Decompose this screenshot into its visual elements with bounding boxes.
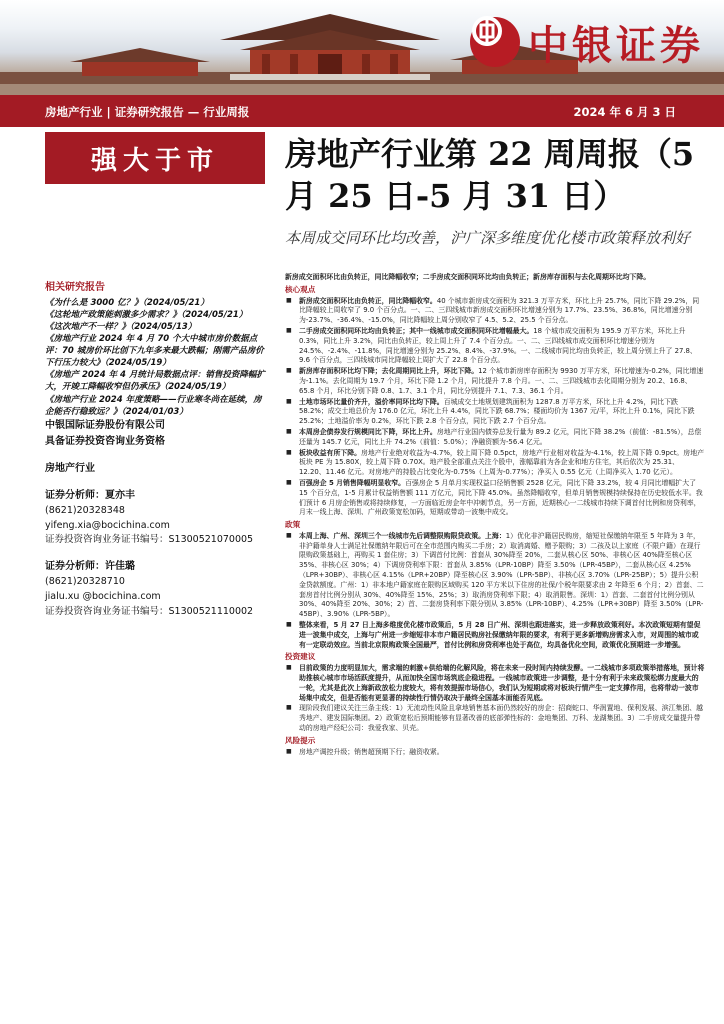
company-logo xyxy=(470,14,720,70)
bullet-item xyxy=(285,367,705,396)
bullet-item xyxy=(285,428,705,448)
header-banner xyxy=(0,0,724,95)
related-report[interactable]: 《这轮地产政策能刺激多少需求？》（2024/05/21） xyxy=(45,310,248,321)
bullet-item xyxy=(285,327,705,366)
bullet-item xyxy=(285,748,705,758)
logo-text: 中银证券 xyxy=(528,21,704,69)
report-subtitle: 本周成交同环比均改善，沪广深多维度优化楼市政策释放利好 xyxy=(285,229,691,247)
section-heading-core: 核心观点 xyxy=(285,284,316,294)
related-report[interactable]: 《房地产行业 2024 年 4 月 70 个大中城市房价数据点评：70 城房价环比创下九年多来最大跌幅；刚需产品房价下行压力较大》（2024/05/19） xyxy=(45,334,264,369)
section-heading-policy: 政策 xyxy=(285,520,301,530)
bullet-lead: 百强房企 5 月销售降幅明显收窄。 xyxy=(299,478,406,487)
analyst-email[interactable]: yifeng.xia@bocichina.com xyxy=(45,519,170,531)
related-report[interactable]: 《这次地产不一样？》（2024/05/13） xyxy=(45,322,197,333)
related-report[interactable]: 《房地产 2024 年 4 月统计局数据点评：销售投资降幅扩大，开竣工降幅收窄但仍承压》（2024/05/19） xyxy=(45,370,265,393)
bullet-lead: 新房成交面积环比由负转正，同比降幅收窄。 xyxy=(299,296,437,305)
bullet-text: 百城成交土地规划建筑面积为 1287.8 万平方米，环比上升 4.2%，同比下跌 58.2%；成交土地总价为 176.0 亿元，环比上升 4.4%，同比下跌 68.7%；楼面均价为 1367 元/平，环比上升 0.1%，同比下跌 25.2%；土地溢价率为 0.2%，环比下跌 2.8 个百分点，同比下跌 2.7 个百分点。 xyxy=(299,397,695,426)
policy-list xyxy=(285,532,705,651)
bullet-lead: 二手房成交面积同环比均由负转正；其中一线城市成交面积同环比增幅最大。 xyxy=(299,326,534,335)
core-points-list xyxy=(285,297,705,519)
invest-list xyxy=(285,664,705,734)
bullet-item xyxy=(285,532,705,620)
analyst-cert: 证券投资咨询业务证书编号：S1300521070005 xyxy=(45,534,254,546)
boc-logo-icon xyxy=(470,17,520,67)
bullet-text: 现阶段我们建议关注三条主线：1）无流动性风险且拿地销售基本面仍然较好的房企：招商蛇口、华润置地、保利发展、滨江集团、越秀地产、建发国际集团。2）政策宽松后预期能够有显著改善的底部弹性标的：金地集团、万科、龙湖集团。3）二手房成交量提升带动的房地产经纪公司：我爱我家、贝壳。 xyxy=(299,704,704,733)
analyst-block xyxy=(45,488,273,548)
bullet-text: 18 个城市成交面积为 195.9 万平方米，环比上升 0.3%，同比上升 3.2%，同比由负转正，较上周上升了 7.4 个百分点。一、二、三四线城市成交面积环比增速分别为 24.5%、-2.4%、-11.8%，同比增速分别为 25.2%、8.4%、-37.9%。一、二线城市同比均由负转正，较上周分别上升了 27.8、9.6 个百分点，三四线城市同比降幅较上周扩大了 22.8 个百分点。 xyxy=(299,326,697,365)
summary-intro: 新房成交面积环比由负转正，同比降幅收窄；二手房成交面积同环比均由负转正；新房库存面积与去化周期环比均下降。 xyxy=(285,273,651,281)
bullet-lead: 土地市场环比量价齐升，溢价率同环比均下降。 xyxy=(299,397,444,406)
bullet-text: 房地产调控升级；销售超预期下行；融资收紧。 xyxy=(299,747,444,756)
analyst-phone: (8621)20328710 xyxy=(45,576,125,588)
section-heading-risk: 风险提示 xyxy=(285,735,316,745)
header-bar xyxy=(0,95,724,127)
bullet-lead: 目前政策的力度明显加大，需求端的刺激+供给端的化解风险，将在未来一段时间内持续发酵。一二线城市多项政策举措落地，预计将助推核心城市市场活跃度提升，从而加快全国市场筑底企稳进程。一线城市政策进一步调整，是十分有利于未来政策松绑力度最大的一轮，尤其是此次上海新政放松力度较大，将有效提振市场信心，我们认为短期或将对板块行情产生一定支撑作用，也将带动一波市场集中成交，但是否能有更显著的持续性行情仍取决于最终全国基本面能否见底。 xyxy=(299,664,705,702)
bullet-text: 40 个城市新房成交面积为 321.3 万平方米，环比上升 25.7%，同比下降 29.2%，同比降幅较上周收窄了 9.0 个百分点。一、二、三四线城市新房成交面积环比增速分别为 17.7%、23.5%、36.8%，同比增速分别为-23.7%、-36.4%、-15.0%，同比降幅较上周分别收窄了 4.5、5.2、25.5 个百分点。 xyxy=(299,296,700,325)
analyst-cert: 证券投资咨询业务证书编号：S1300521110002 xyxy=(45,605,254,617)
rating-badge: 强大于市 xyxy=(45,132,265,184)
bullet-lead: 板块收益有所下降。 xyxy=(299,448,362,457)
bullet-text: 房地产行业绝对收益为-4.7%，较上周下降 0.5pct，房地产行业相对收益为-4.1%，较上周下降 0.9pct。房地产板块 PE 为 15.80X，较上周下降 0.70X。地产股全部重点关注个股中，涨幅靠前为各企业和地方住宅，其后依次为 25.31、12.20、11.46 亿元。对房地产的持股占比变化为-0.75%（上周为-0.77%）；净买入 0.55 亿元（上周净买入 1.70 亿元）。 xyxy=(299,448,704,477)
left-sidebar xyxy=(45,200,270,418)
bullet-text: 12 个城市新房库存面积为 9930 万平方米，环比增速为-0.2%，同比增速为-1.1%。去化周期为 19.7 个月，环比下降 1.2 个月，同比提升 7.8 个月。一、二、三四线城市去化周期分别为 20.2、16.8、65.8 个月，环比分别下降 0.8、1.7、3.1 个月，同比分别提升 7.1、7.3、36.1 个月。 xyxy=(299,367,704,395)
bullet-item xyxy=(285,621,705,650)
bullet-item xyxy=(285,398,705,427)
analyst-block xyxy=(45,559,273,619)
industry-label: 房地产行业 xyxy=(45,463,95,474)
risk-list xyxy=(285,748,705,758)
related-report[interactable]: 《房地产行业 2024 年度策略——行业寒冬尚在延续，房企能否行稳致远？》（2024/01/03） xyxy=(45,394,262,417)
bullet-lead: 整体来看，5 月 27 日上海多维度优化楼市政策后，5 月 28 日广州、深圳也跟进落实，进一步释放政策利好。本次政策短期有望促进一波集中成交，上海与广州进一步缩短非本市户籍居民购房社保缴纳年限的要求，有利于更多新增购房需求入市，对周围的城市或有一定联动效应。当前北京限购政策全国最严，首付比例和房贷利率也处于高位，均具备优化空间，政策优化预期进一步增强。 xyxy=(299,621,701,649)
bullet-item xyxy=(285,479,705,518)
bullet-item xyxy=(285,664,705,703)
bullet-item xyxy=(285,704,705,733)
bullet-text: 房地产行业国内债券总发行量为 89.2 亿元，同比下降 38.2%（前值：-81.5%），总偿还量为 145.7 亿元，同比上升 74.2%（前值：5.0%）；净融资额为-56.4 亿元。 xyxy=(299,427,702,446)
company-name: 中银国际证券股份有限公司 xyxy=(45,420,165,431)
related-reports-heading: 相关研究报告 xyxy=(45,282,105,293)
report-date: 2024 年 6 月 3 日 xyxy=(573,105,676,119)
bullet-lead: 本周上海、广州、深圳三个一线城市先后调整限购限贷政策。上海： xyxy=(299,531,506,540)
analyst-phone: (8621)20328348 xyxy=(45,505,125,516)
breadcrumb: 房地产行业 | 证券研究报告 — 行业周报 xyxy=(45,105,250,119)
company-info xyxy=(45,418,273,619)
bullet-lead: 新房库存面积环比均下降；去化周期同比上升，环比下降。 xyxy=(299,367,479,376)
section-heading-invest: 投资建议 xyxy=(285,652,316,662)
bullet-lead: 本周房企债券发行规模同比下降，环比上升。 xyxy=(299,427,437,436)
analyst-email[interactable]: jialu.xu @bocichina.com xyxy=(45,590,161,602)
analyst-name: 证券分析师：许佳璐 xyxy=(45,561,135,573)
company-qualification: 具备证券投资咨询业务资格 xyxy=(45,436,165,447)
report-title: 房地产行业第 22 周周报（5 月 25 日-5 月 31 日） xyxy=(285,135,695,216)
bullet-text: 百强房企 5 月单月实现权益口径销售额 2528 亿元，同比下降 33.2%，较 4 月同比增幅扩大了 15 个百分点，1-5 月累计权益销售额 111 万亿元，同比下降 45.0%。虽然降幅收窄，但单月销售规模持续保持在历史较低水平。我们预计 6 月房企销售或将持续修复，一方面临近房企年中冲刺节点，另一方面，近期核心一二线城市持续下调首付比例和房贷利率，月末一线上海、深圳、广州政策宽松加码，短期或带动一波集中成交。 xyxy=(299,478,703,517)
bullet-item xyxy=(285,297,705,326)
analyst-name: 证券分析师：夏亦丰 xyxy=(45,490,135,501)
summary-section xyxy=(285,273,705,758)
related-report[interactable]: 《为什么是 3000 亿？》（2024/05/21） xyxy=(45,298,209,308)
bullet-text: 1）优化非沪籍居民购房，缩短社保缴纳年限至 5 年降为 3 年，非沪籍单身人士满足社保缴纳年限后可在全市范围内购买二手房；2）取消离婚、赠予限购；3）二孩及以上家庭（不限户籍）在现行限购政策基础上，再购买 1 套住房；3）下调首付比例：首套从 30%降至 20%，二套从核心区 50%、非核心区 40%降至核心区 35%、非核心区 30%；4）下调房贷利率下限：首套从 3.85%（LPR-10BP）降至 3.50%（LPR-45BP），二套从核心区 4.25%（LPR+30BP）、非核心区 4.15%（LPR+20BP）降至核心区 3.90%（LPR-5BP）、非核心区 3.70%（LPR-25BP）；5）提升公积金贷款额度。广州：1）非本地户籍家庭在限购区域购买 120 平方米以下住房的社保/个税年限要求由 2 年降至 6 个月；2）首套、二套房首付比例分别从 30%、40%降至 15%、25%；3）取消房贷利率下限；4）取消限售。深圳：1）首套、二套首付比例分别从 30%、40%降至 20%、30%；2）首、二套房贷利率下限分别从 3.85%（LPR-10BP）、4.25%（LPR+30BP）降至 3.50%（LPR-45BP）、3.90%（LPR-5BP）。 xyxy=(299,531,704,619)
bullet-item xyxy=(285,449,705,478)
